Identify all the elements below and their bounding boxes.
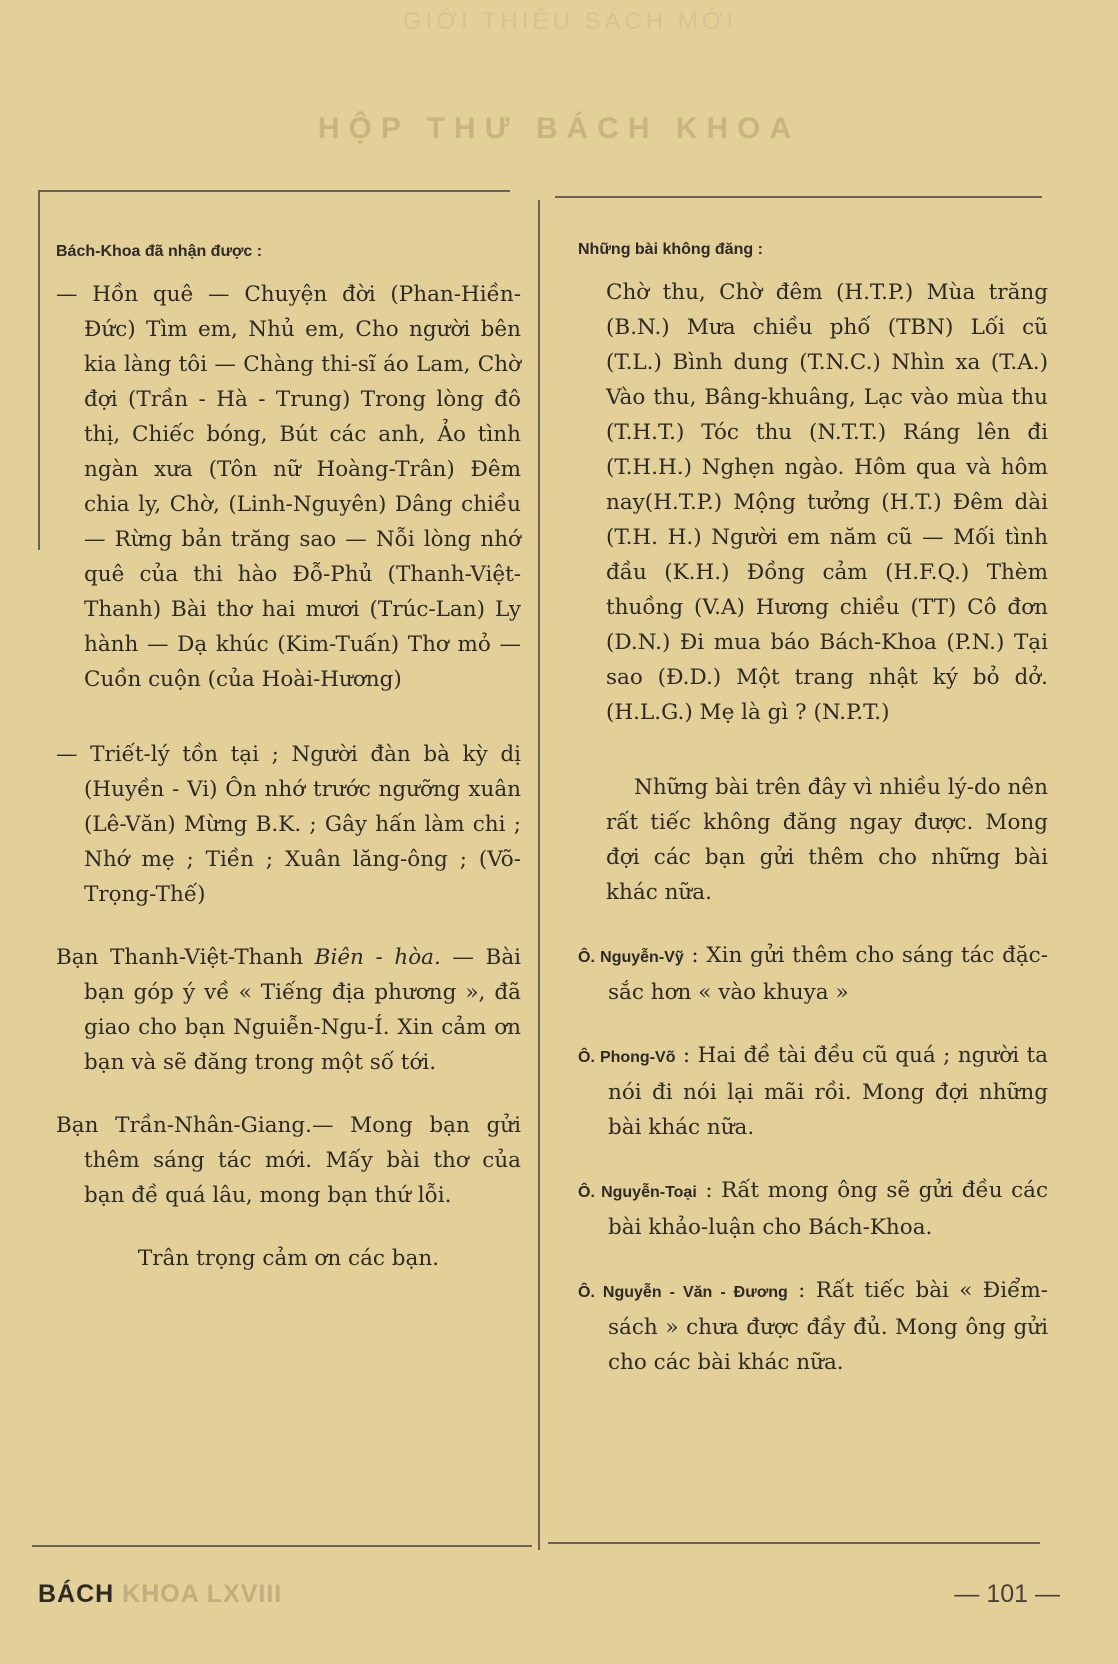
reply-text: : Rất mong ông sẽ gửi đều các bài khảo-luận cho Bách-Khoa. bbox=[608, 1178, 1048, 1240]
bottom-rule-right bbox=[548, 1542, 1040, 1544]
note-tran-nhan-giang: Bạn Trần-Nhân-Giang.— Mong bạn gửi thêm sáng tác mới. Mấy bài thơ của bạn đề quá lâu, mong bạn thứ lỗi. bbox=[56, 1113, 521, 1208]
note-text: — Bài bạn góp ý về « Tiếng địa phương », đã giao cho bạn Nguiễn-Ngu-Í. Xin cảm ơn bạn và sẽ đăng trong một số tới. bbox=[84, 945, 522, 1075]
reply-recipient: Ô. Phong-Võ bbox=[578, 1049, 676, 1066]
received-list-1: — Hồn quê — Chuyện đời (Phan-Hiền-Đức) Tìm em, Nhủ em, Cho người bên kia làng tôi — Chàng thi-sĩ áo Lam, Chờ đợi (Trần - Hà - Trung) Trong lòng đô thị, Chiếc bóng, Bút các anh, Ảo tình ngàn xưa (Tôn nữ Hoàng-Trân) Đêm chia ly, Chờ, (Linh-Nguyên) Dâng chiều — Rừng bản trăng sao — Nỗi lòng nhớ quê của thi hào Đỗ-Phủ (Thanh-Việt-Thanh) Bài thơ hai mươi (Trúc-Lan) Ly hành — Dạ khúc (Kim-Tuấn) Thơ mỏ — Cuồn cuộn (của Hoài-Hương) bbox=[56, 282, 521, 692]
rejection-note: Những bài trên đây vì nhiều lý-do nên rất tiếc không đăng ngay được. Mong đợi các bạn gửi thêm cho những bài khác nữa. bbox=[606, 775, 1048, 905]
running-head: GIỚI THIỆU SÁCH MỚI bbox=[402, 8, 738, 35]
publication-issue: KHOA LXVIII bbox=[122, 1580, 283, 1608]
reply-item bbox=[578, 1038, 1048, 1145]
note-place: Biên - hòa. bbox=[314, 945, 441, 970]
received-list-2: — Triết-lý tồn tại ; Người đàn bà kỳ dị (Huyền - Vi) Ôn nhớ trước ngưỡng xuân (Lê-Văn) Mừng B.K. ; Gây hấn làm chi ; Nhớ mẹ ; Tiền ; Xuân lăng-ông ; (Võ-Trọng-Thế) bbox=[56, 742, 521, 907]
received-column bbox=[56, 234, 521, 1276]
top-rule-left bbox=[38, 190, 510, 192]
reply-text: : Rất tiếc bài « Điểm-sách » chưa được đầy đủ. Mong ông gửi cho các bài khác nữa. bbox=[608, 1278, 1048, 1375]
column-divider bbox=[538, 200, 540, 1550]
reply-recipient: Ô. Nguyễn-Toại bbox=[578, 1184, 697, 1201]
rejected-heading: Những bài không đăng : bbox=[578, 241, 763, 258]
note-thanh-viet-thanh bbox=[56, 940, 521, 1080]
reply-item bbox=[578, 1273, 1048, 1380]
reply-item bbox=[578, 1173, 1048, 1245]
reply-text: : Xin gửi thêm cho sáng tác đặc-sắc hơn « vào khuya » bbox=[608, 943, 1048, 1005]
note-recipient: Bạn Thanh-Việt-Thanh bbox=[56, 945, 304, 970]
reply-recipient: Ô. Nguyễn - Văn - Đương bbox=[578, 1284, 788, 1301]
rejected-column bbox=[578, 232, 1048, 1380]
publication-footer bbox=[38, 1580, 282, 1609]
publication-name: BÁCH bbox=[38, 1580, 115, 1608]
section-title: HỘP THƯ BÁCH KHOA bbox=[317, 112, 801, 145]
reply-item bbox=[578, 938, 1048, 1010]
page-number: — 101 — bbox=[954, 1580, 1060, 1608]
top-rule-right bbox=[555, 196, 1042, 198]
thanks-line: Trân trọng cảm ơn các bạn. bbox=[137, 1246, 440, 1271]
left-border-rule bbox=[38, 190, 40, 550]
rejected-list: Chờ thu, Chờ đêm (H.T.P.) Mùa trăng (B.N.) Mưa chiều phố (TBN) Lối cũ (T.L.) Bình dung (T.N.C.) Nhìn xa (T.A.) Vào thu, Bâng-khuâng, Lạc vào mùa thu (T.H.T.) Tóc thu (N.T.T.) Ráng lên đi (T.H.H.) Nghẹn ngào. Hôm qua và hôm nay(H.T.P.) Mộng tưởng (H.T.) Đêm dài (T.H. H.) Người em năm cũ — Mối tình đầu (K.H.) Đồng cảm (H.F.Q.) Thèm thuồng (V.A) Hương chiều (TT) Cô đơn (D.N.) Đi mua báo Bách-Khoa (P.N.) Tại sao (Đ.D.) Một trang nhật ký bỏ dở. (H.L.G.) Mẹ là gì ? (N.P.T.) bbox=[606, 280, 1048, 725]
reply-text: : Hai đề tài đều cũ quá ; người ta nói đi nói lại mãi rồi. Mong đợi những bài khác nữa. bbox=[608, 1043, 1048, 1140]
bottom-rule-left bbox=[32, 1545, 532, 1547]
received-heading: Bách-Khoa đã nhận được : bbox=[56, 243, 263, 260]
reply-recipient: Ô. Nguyễn-Vỹ bbox=[578, 949, 684, 966]
